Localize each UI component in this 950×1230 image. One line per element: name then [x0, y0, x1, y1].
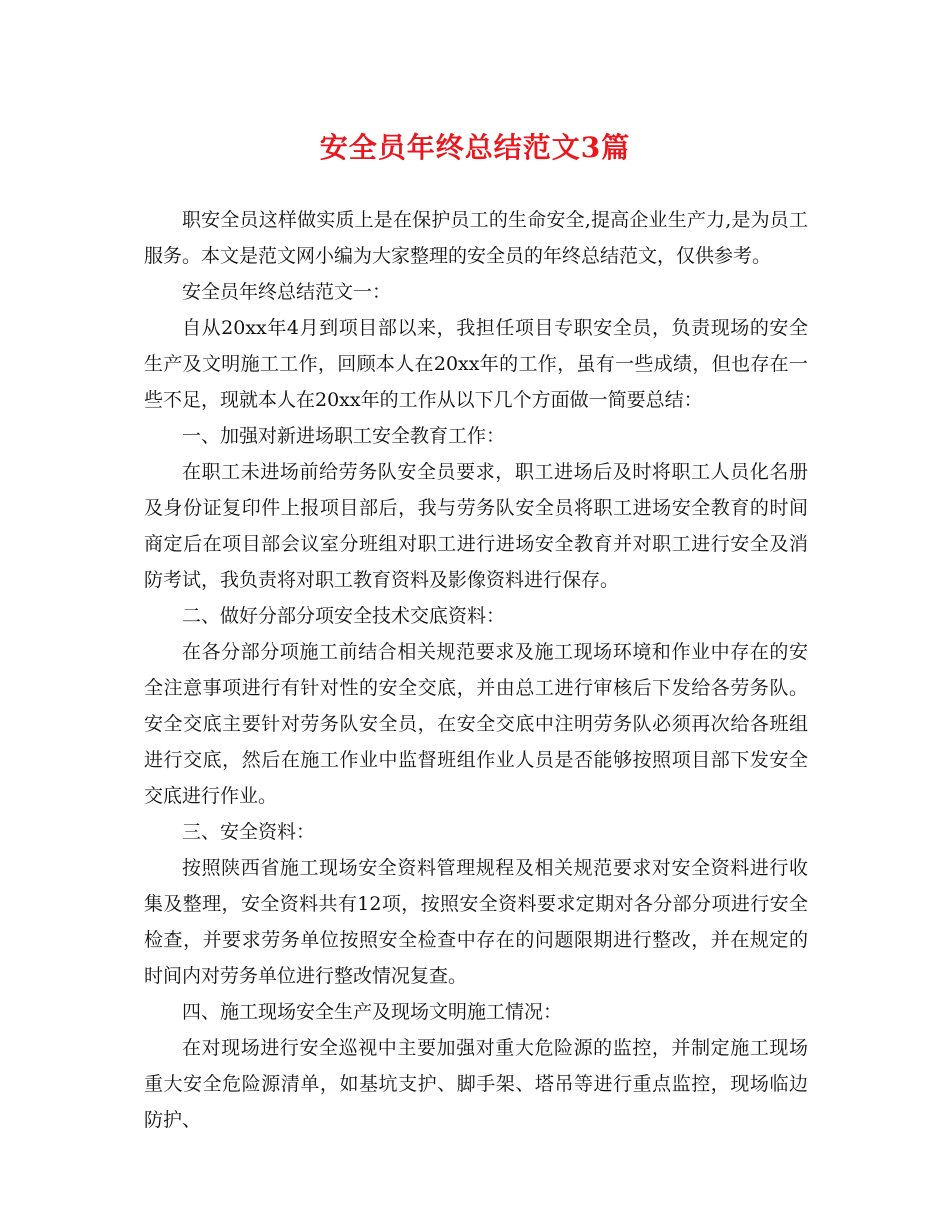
section-heading: 一、加强对新进场职工安全教育工作： — [182, 425, 506, 447]
document-title: 安全员年终总结范文3篇 — [319, 131, 631, 164]
section-heading: 二、做好分部分项安全技术交底资料： — [182, 605, 506, 627]
section-heading: 三、安全资料： — [182, 821, 316, 843]
paragraph: 自从20xx年4月到项目部以来，我担任项目专职安全员，负责现场的安全生产及文明施工工作，回顾本人在20xx年的工作，虽有一些成绩，但也存在一些不足，现就本人在20xx年的工作从以下几个方面做一简要总结： — [144, 317, 808, 411]
paragraph: 在职工未进场前给劳务队安全员要求，职工进场后及时将职工人员化名册及身份证复印件上报项目部后，我与劳务队安全员将职工进场安全教育的时间商定后在项目部会议室分班组对职工进行进场安全教育并对职工进行安全及消防考试，我负责将对职工教育资料及影像资料进行保存。 — [144, 461, 808, 591]
section-heading: 四、施工现场安全生产及现场文明施工情况： — [182, 1001, 563, 1023]
paragraph: 在各分部分项施工前结合相关规范要求及施工现场环境和作业中存在的安全注意事项进行有针对性的安全交底，并由总工进行审核后下发给各劳务队。安全交底主要针对劳务队安全员，在安全交底中注明劳务队必须再次给各班组进行交底，然后在施工作业中监督班组作业人员是否能够按照项目部下发安全交底进行作业。 — [144, 641, 808, 807]
section-heading: 安全员年终总结范文一： — [182, 281, 392, 303]
paragraph: 职安全员这样做实质上是在保护员工的生命安全,提高企业生产力,是为员工服务。本文是范文网小编为大家整理的安全员的年终总结范文，仅供参考。 — [144, 209, 808, 267]
document-body — [144, 202, 808, 1138]
paragraph: 按照陕西省施工现场安全资料管理规程及相关规范要求对安全资料进行收集及整理，安全资料共有12项，按照安全资料要求定期对各分部分项进行安全检查，并要求劳务单位按照安全检查中存在的问题限期进行整改，并在规定的时间内对劳务单位进行整改情况复查。 — [144, 857, 808, 987]
paragraph: 在对现场进行安全巡视中主要加强对重大危险源的监控，并制定施工现场重大安全危险源清单，如基坑支护、脚手架、塔吊等进行重点监控，现场临边防护、 — [144, 1037, 808, 1131]
